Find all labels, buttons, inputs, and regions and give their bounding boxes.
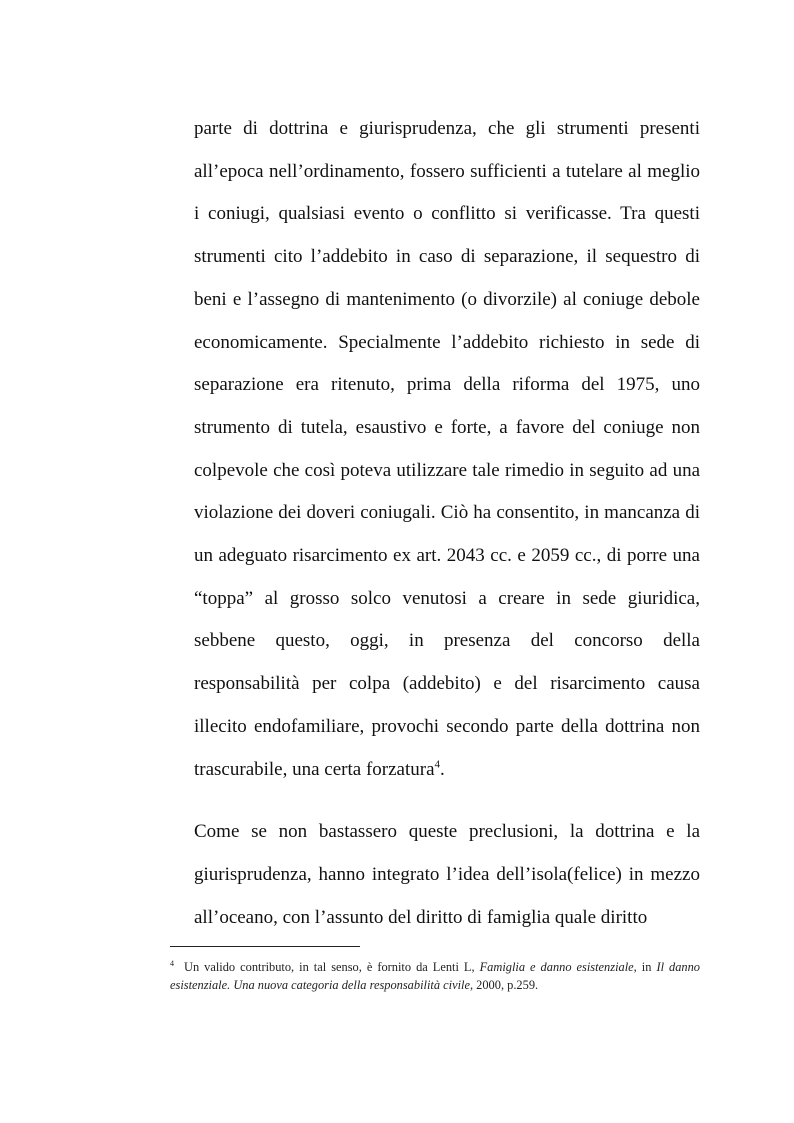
footnote-title: Famiglia e danno esistenziale (479, 960, 634, 974)
footnote-separator (170, 946, 360, 947)
footnote-reference[interactable]: 4 (434, 758, 441, 771)
paragraph-2 (194, 811, 700, 939)
footnote-text-after: , 2000, p.259. (469, 978, 539, 992)
paragraph-2-text: Come se non bastassero queste preclusioni, la dottrina e la giurisprudenza, hanno integrato l’idea dell’isola(felice) in mezzo all’oceano, con l’assunto del diritto di famiglia quale diritto (194, 821, 700, 928)
footnote-text-middle: , in (633, 960, 652, 974)
paragraph-1 (194, 108, 700, 791)
footnote-text-before: Un valido contributo, in tal senso, è fornito da Lenti L, (184, 960, 475, 974)
paragraph-1-text: parte di dottrina e giurisprudenza, che gli strumenti presenti all’epoca nell’ordinamento, fossero sufficienti a tutelare al meglio i coniugi, qualsiasi evento o conflitto si verificasse. Tra questi strumenti cito l’addebito in caso di separazione, il sequestro di beni e l’assegno di mantenimento (o divorzile) al coniuge debole economicamente. Specialmente l’addebito richiesto in sede di separazione era ritenuto, prima della riforma del 1975, uno strumento di tutela, esaustivo e forte, a favore del coniuge non colpevole che così poteva utilizzare tale rimedio in seguito ad una violazione dei doveri coniugali. Ciò ha consentito, in mancanza di un adeguato risarcimento ex art. 2043 cc. e 2059 cc., di porre una “toppa” al grosso solco venutosi a creare in sede giuridica, sebbene questo, oggi, in presenza del concorso della responsabilità per colpa (addebito) e del risarcimento causa illecito endofamiliare, provochi secondo parte della dottrina non trascurabile, una certa forzatura (194, 118, 700, 780)
paragraph-1-end: . (440, 758, 445, 780)
footnote-number: 4 (170, 958, 174, 968)
body-text (194, 108, 700, 939)
footnote-work: Il danno esistenziale. Una nuova categoria della responsabilità civile (170, 960, 700, 992)
footnote (170, 958, 700, 994)
